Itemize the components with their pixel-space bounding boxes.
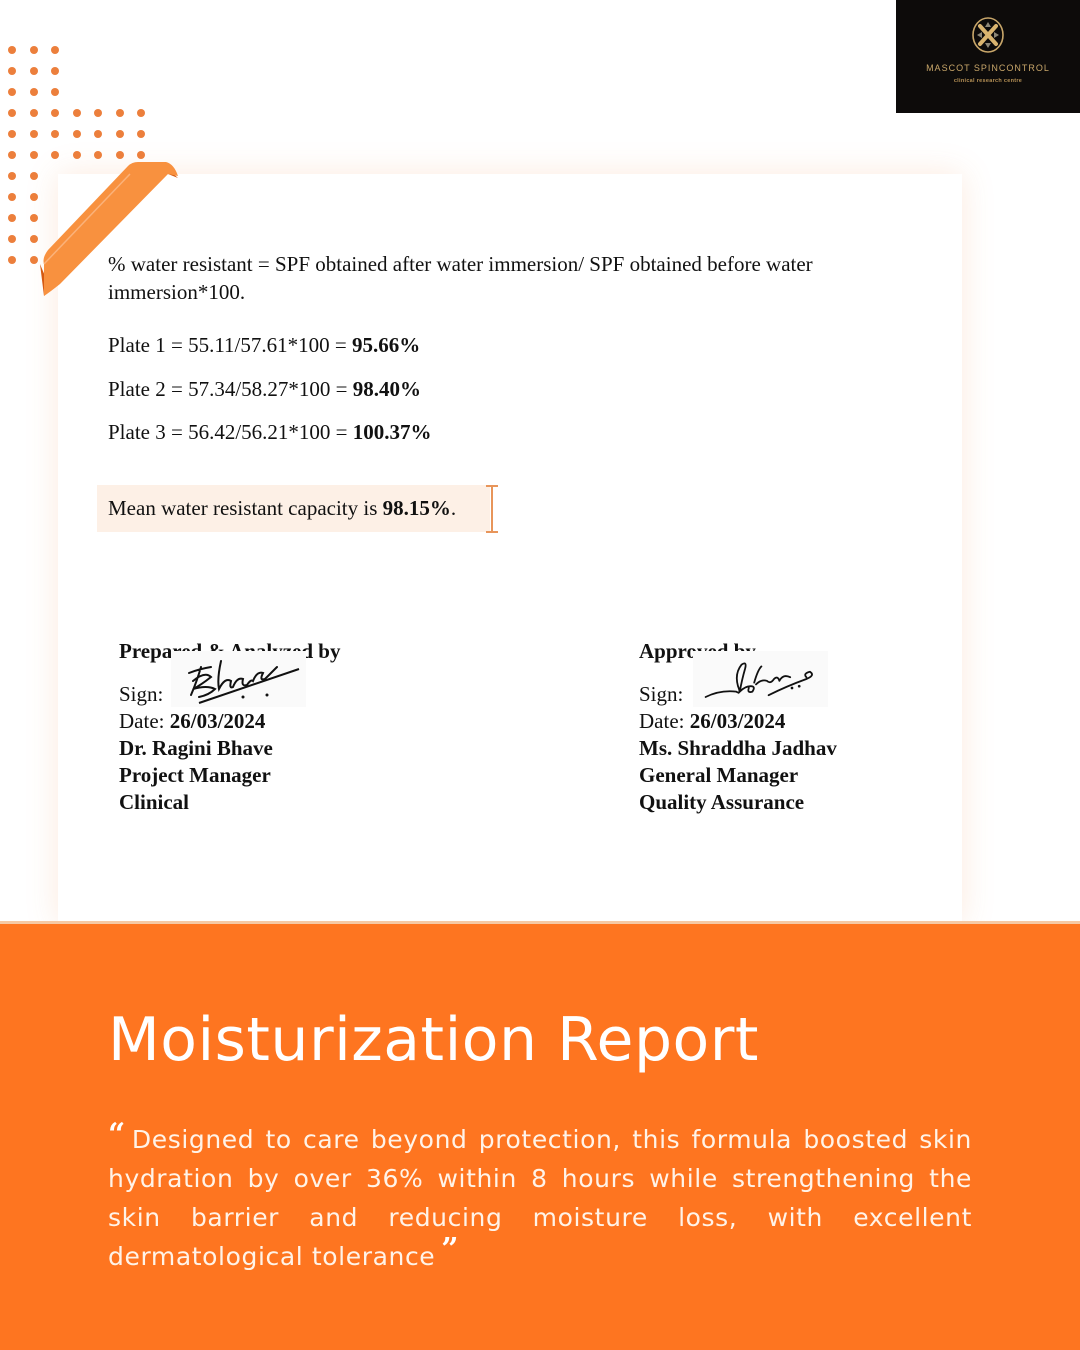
quote-text: Designed to care beyond protection, this formula boosted skin hydration by over 36% within 8 hours while strengthening the skin barrier and reducing moisture loss, with excellent dermatological tolerance xyxy=(108,1125,972,1271)
document-body xyxy=(108,250,898,462)
open-quote-icon: “ xyxy=(108,1117,126,1152)
decorative-dot xyxy=(8,193,16,201)
decorative-dot xyxy=(73,130,81,138)
prepared-heading: Prepared & Analyzed by xyxy=(119,639,341,663)
text-cursor-icon xyxy=(484,484,500,534)
decorative-dot xyxy=(137,130,145,138)
decorative-dot xyxy=(8,130,16,138)
plate-formula: Plate 3 = 56.42/56.21*100 = xyxy=(108,420,353,444)
decorative-dot xyxy=(8,214,16,222)
decorative-dot xyxy=(30,193,38,201)
date-value: 26/03/2024 xyxy=(169,709,266,733)
decorative-dot xyxy=(73,109,81,117)
decorative-dot xyxy=(51,151,59,159)
plate-result: 95.66% xyxy=(351,333,421,357)
decorative-dot xyxy=(30,256,38,264)
signatory-title: General Manager xyxy=(639,763,799,787)
decorative-dot xyxy=(51,88,59,96)
decorative-dot xyxy=(8,67,16,75)
decorative-dot xyxy=(116,151,124,159)
plate-formula: Plate 1 = 55.11/57.61*100 = xyxy=(108,333,352,357)
date-line: Date: 26/03/2024 xyxy=(119,709,266,733)
decorative-dot xyxy=(51,67,59,75)
decorative-dot xyxy=(8,88,16,96)
decorative-dot xyxy=(94,109,102,117)
decorative-dot xyxy=(30,214,38,222)
report-title: Moisturization Report xyxy=(108,1005,759,1075)
decorative-dot xyxy=(51,130,59,138)
decorative-dot xyxy=(116,130,124,138)
decorative-dot xyxy=(30,172,38,180)
plate-row xyxy=(108,418,898,462)
plate-results xyxy=(108,331,898,462)
decorative-dot xyxy=(8,172,16,180)
decorative-dot xyxy=(137,109,145,117)
plate-result: 98.40% xyxy=(352,376,422,401)
plate-row xyxy=(108,331,898,375)
decorative-dot xyxy=(30,67,38,75)
decorative-dot xyxy=(8,46,16,54)
decorative-dot xyxy=(94,151,102,159)
decorative-dot xyxy=(30,88,38,96)
decorative-dot xyxy=(30,235,38,243)
decorative-dot xyxy=(8,151,16,159)
decorative-dot xyxy=(30,151,38,159)
decorative-dot xyxy=(94,130,102,138)
decorative-dot xyxy=(8,235,16,243)
decorative-dot xyxy=(51,46,59,54)
mean-prefix: Mean water resistant capacity is xyxy=(108,496,383,520)
formula-text: % water resistant = SPF obtained after water immersion/ SPF obtained before water immersion*100. xyxy=(108,252,813,304)
report-quote xyxy=(108,1117,972,1276)
signatory-name: Ms. Shraddha Jadhav xyxy=(639,736,837,760)
signature-jadhav-icon xyxy=(693,651,828,707)
sign-label: Sign: xyxy=(639,682,684,706)
approved-by-block xyxy=(639,638,837,816)
decorative-dot xyxy=(8,256,16,264)
decorative-dot xyxy=(30,109,38,117)
decorative-dot xyxy=(8,109,16,117)
cross-arrows-emblem-icon xyxy=(971,16,1005,54)
decorative-dot xyxy=(30,46,38,54)
close-quote-icon: ” xyxy=(441,1232,460,1267)
prepared-by-block xyxy=(119,638,340,816)
plate-row xyxy=(108,375,898,419)
date-line: Date: 26/03/2024 xyxy=(639,709,786,733)
mean-suffix: . xyxy=(450,496,457,520)
decorative-dot xyxy=(116,109,124,117)
signatory-name: Dr. Ragini Bhave xyxy=(119,736,273,760)
signatory-department: Quality Assurance xyxy=(639,790,805,814)
approved-heading: Approved by xyxy=(639,639,756,663)
plate-formula: Plate 2 = 57.34/58.27*100 = xyxy=(108,376,353,401)
logo-name: MASCOT SPINCONTROL xyxy=(926,63,1050,73)
decorative-dot xyxy=(30,130,38,138)
decorative-dot xyxy=(137,151,145,159)
mean-value: 98.15% xyxy=(382,496,451,520)
signatory-department: Clinical xyxy=(119,790,190,814)
mean-result-highlight xyxy=(97,485,490,532)
signatory-title: Project Manager xyxy=(119,763,271,787)
sign-label: Sign: xyxy=(119,682,164,706)
decorative-dot xyxy=(73,151,81,159)
logo-subtitle: clinical research centre xyxy=(953,78,1023,84)
plate-result: 100.37% xyxy=(352,420,432,444)
brand-logo xyxy=(896,0,1080,113)
sign-line xyxy=(119,681,340,708)
signature-bhave-icon xyxy=(171,651,306,707)
date-value: 26/03/2024 xyxy=(689,709,786,733)
decorative-dot xyxy=(51,109,59,117)
sign-line xyxy=(639,681,837,708)
